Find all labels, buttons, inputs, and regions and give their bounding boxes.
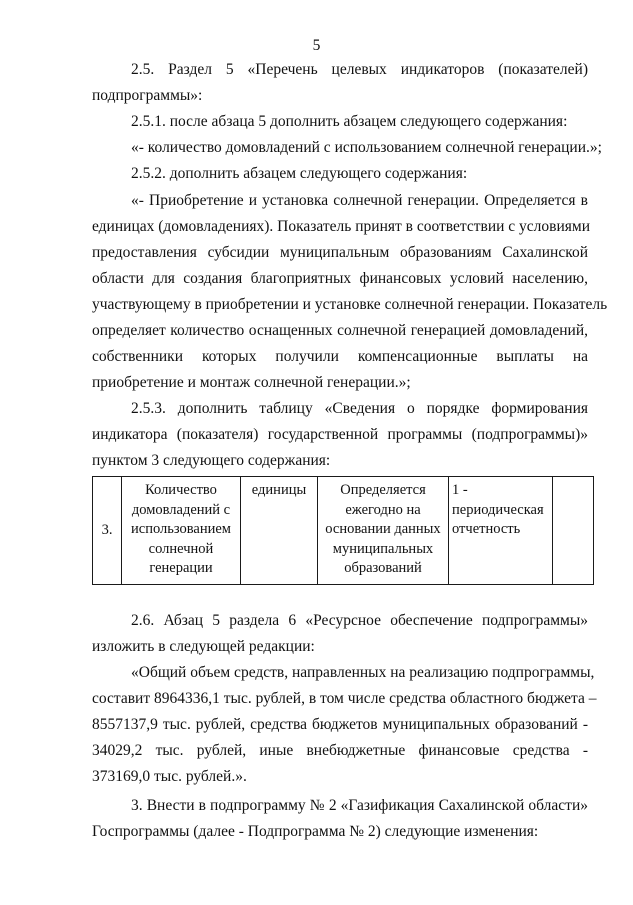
- indicator-description-line-5: участвующему в приобретении и установке солнечной генерации. Показатель: [92, 296, 608, 313]
- table-cell-empty: [553, 477, 594, 585]
- funding-quote-line-2: составит 8964336,1 тыс. рублей, в том числе средства областного бюджета –: [92, 690, 597, 707]
- indicator-table: [92, 476, 594, 585]
- paragraph-2-5-3-line-2: индикатора (показателя) государственной программы (подпрограммы)»: [92, 426, 588, 443]
- indicator-description-line-6: определяет количество оснащенных солнечной генерацией домовладений,: [92, 322, 588, 339]
- quote-households-count: «- количество домовладений с использованием солнечной генерации.»;: [131, 139, 602, 156]
- funding-quote-line-3: 8557137,9 тыс. рублей, средства бюджетов муниципальных образований -: [92, 716, 588, 733]
- table-row: [93, 477, 594, 585]
- funding-quote-line-5: 373169,0 тыс. рублей.».: [92, 768, 247, 785]
- paragraph-2-5-3-line-3: пунктом 3 следующего содержания:: [92, 452, 331, 469]
- paragraph-2-5-1: 2.5.1. после абзаца 5 дополнить абзацем следующего содержания:: [131, 113, 568, 130]
- table-cell-number: 3.: [93, 477, 122, 585]
- indicator-description-line-1: «- Приобретение и установка солнечной генерации. Определяется в: [131, 192, 588, 209]
- indicator-description-line-7: собственники которых получили компенсационные выплаты на: [92, 348, 588, 365]
- table-cell-indicator-name: Количество домовладений с использованием солнечной генерации: [122, 477, 241, 585]
- table-cell-periodicity: 1 - периодическая отчетность: [449, 477, 553, 585]
- paragraph-3-line-1: 3. Внести в подпрограмму № 2 «Газификация Сахалинской области»: [131, 797, 588, 814]
- paragraph-2-5-line-2: подпрограммы»:: [92, 87, 203, 104]
- indicator-description-line-2: единицах (домовладениях). Показатель принят в соответствии с условиями: [92, 218, 591, 235]
- page-number: 5: [312, 37, 321, 54]
- paragraph-2-6-line-1: 2.6. Абзац 5 раздела 6 «Ресурсное обеспечение подпрограммы»: [131, 612, 588, 629]
- paragraph-2-5-2: 2.5.2. дополнить абзацем следующего содержания:: [131, 165, 468, 182]
- table-cell-definition: Определяется ежегодно на основании данных муниципальных образований: [318, 477, 449, 585]
- paragraph-2-6-line-2: изложить в следующей редакции:: [92, 638, 315, 655]
- indicator-description-line-8: приобретение и монтаж солнечной генерации.»;: [92, 374, 411, 391]
- indicator-description-line-4: области для создания благоприятных финансовых условий населению,: [92, 270, 588, 287]
- indicator-description-line-3: предоставления субсидии муниципальным образованиям Сахалинской: [92, 244, 588, 261]
- paragraph-2-5-line-1: 2.5. Раздел 5 «Перечень целевых индикаторов (показателей): [131, 61, 588, 78]
- paragraph-2-5-3-line-1: 2.5.3. дополнить таблицу «Сведения о порядке формирования: [131, 400, 588, 417]
- funding-quote-line-4: 34029,2 тыс. рублей, иные внебюджетные финансовые средства -: [92, 742, 588, 759]
- table-cell-unit: единицы: [241, 477, 318, 585]
- funding-quote-line-1: «Общий объем средств, направленных на реализацию подпрограммы,: [131, 664, 595, 681]
- paragraph-3-line-2: Госпрограммы (далее - Подпрограмма № 2) следующие изменения:: [92, 823, 539, 840]
